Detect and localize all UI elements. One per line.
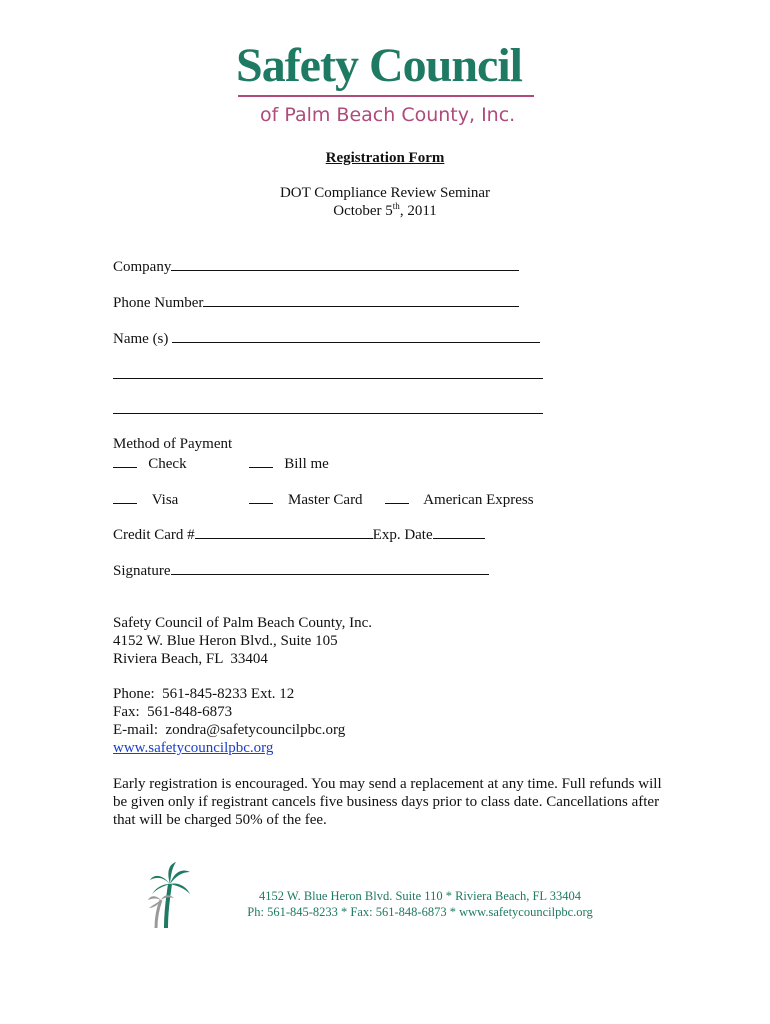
footer-address: 4152 W. Blue Heron Blvd. Suite 110 * Riviera Beach, FL 33404 — [259, 889, 581, 903]
contact-email: E-mail: zondra@safetycouncilpbc.org — [113, 722, 346, 738]
seminar-date: October 5th, 2011 — [333, 201, 437, 219]
phone-field[interactable] — [113, 292, 519, 312]
names-blank-2[interactable] — [113, 364, 543, 379]
logo-title: Safety Council — [236, 39, 522, 92]
credit-card-label: Credit Card # — [113, 527, 195, 543]
check-blank[interactable] — [113, 453, 137, 468]
phone-blank[interactable] — [203, 292, 519, 307]
credit-card-blank[interactable] — [195, 524, 373, 539]
logo-divider — [238, 95, 534, 97]
names-label: Name (s) — [113, 331, 169, 347]
form-title: Registration Form — [325, 150, 445, 166]
payment-mastercard-option[interactable]: Master Card — [249, 489, 363, 509]
exp-date-blank[interactable] — [433, 524, 485, 539]
names-blank-1[interactable] — [172, 328, 540, 343]
mastercard-blank[interactable] — [249, 489, 273, 504]
signature-blank[interactable] — [171, 560, 489, 575]
payment-amex-option[interactable]: American Express — [385, 489, 534, 509]
phone-label: Phone Number — [113, 295, 204, 311]
payment-heading: Method of Payment — [113, 436, 233, 452]
names-line-2[interactable] — [113, 364, 543, 384]
footer-phones: Ph: 561-845-8233 * Fax: 561-848-6873 * www.safetycouncilpbc.org — [247, 905, 593, 919]
signature-label: Signature — [113, 563, 171, 579]
company-blank[interactable] — [171, 256, 519, 271]
contact-street: 4152 W. Blue Heron Blvd., Suite 105 — [113, 633, 338, 649]
payment-billme-option[interactable]: Bill me — [249, 453, 329, 473]
palm-tree-icon — [148, 862, 192, 930]
company-field[interactable] — [113, 256, 519, 276]
billme-blank[interactable] — [249, 453, 273, 468]
contact-fax: Fax: 561-848-6873 — [113, 704, 233, 720]
website-link[interactable]: www.safetycouncilpbc.org — [113, 740, 274, 756]
palm-trunks — [156, 884, 170, 928]
signature-field[interactable] — [113, 560, 489, 580]
visa-blank[interactable] — [113, 489, 137, 504]
company-label: Company — [113, 259, 172, 275]
credit-card-field[interactable] — [113, 524, 485, 544]
names-blank-3[interactable] — [113, 399, 543, 414]
contact-phone: Phone: 561-845-8233 Ext. 12 — [113, 686, 295, 702]
contact-org: Safety Council of Palm Beach County, Inc. — [113, 615, 372, 631]
payment-visa-option[interactable]: Visa — [113, 489, 178, 509]
names-field[interactable] — [113, 328, 540, 348]
seminar-title: DOT Compliance Review Seminar — [279, 185, 491, 201]
names-line-3[interactable] — [113, 399, 543, 419]
amex-blank[interactable] — [385, 489, 409, 504]
payment-check-option[interactable]: Check — [113, 453, 187, 473]
registration-notice: Early registration is encouraged. You may send a replacement at any time. Full refunds will be given only if registrant cancels five business days prior to class date. Cancellations after that will be charged 50% of the fee. — [113, 776, 662, 828]
contact-city: Riviera Beach, FL 33404 — [113, 651, 268, 667]
logo-subtitle: of Palm Beach County, Inc. — [260, 104, 516, 126]
exp-date-label: Exp. Date — [372, 527, 433, 543]
